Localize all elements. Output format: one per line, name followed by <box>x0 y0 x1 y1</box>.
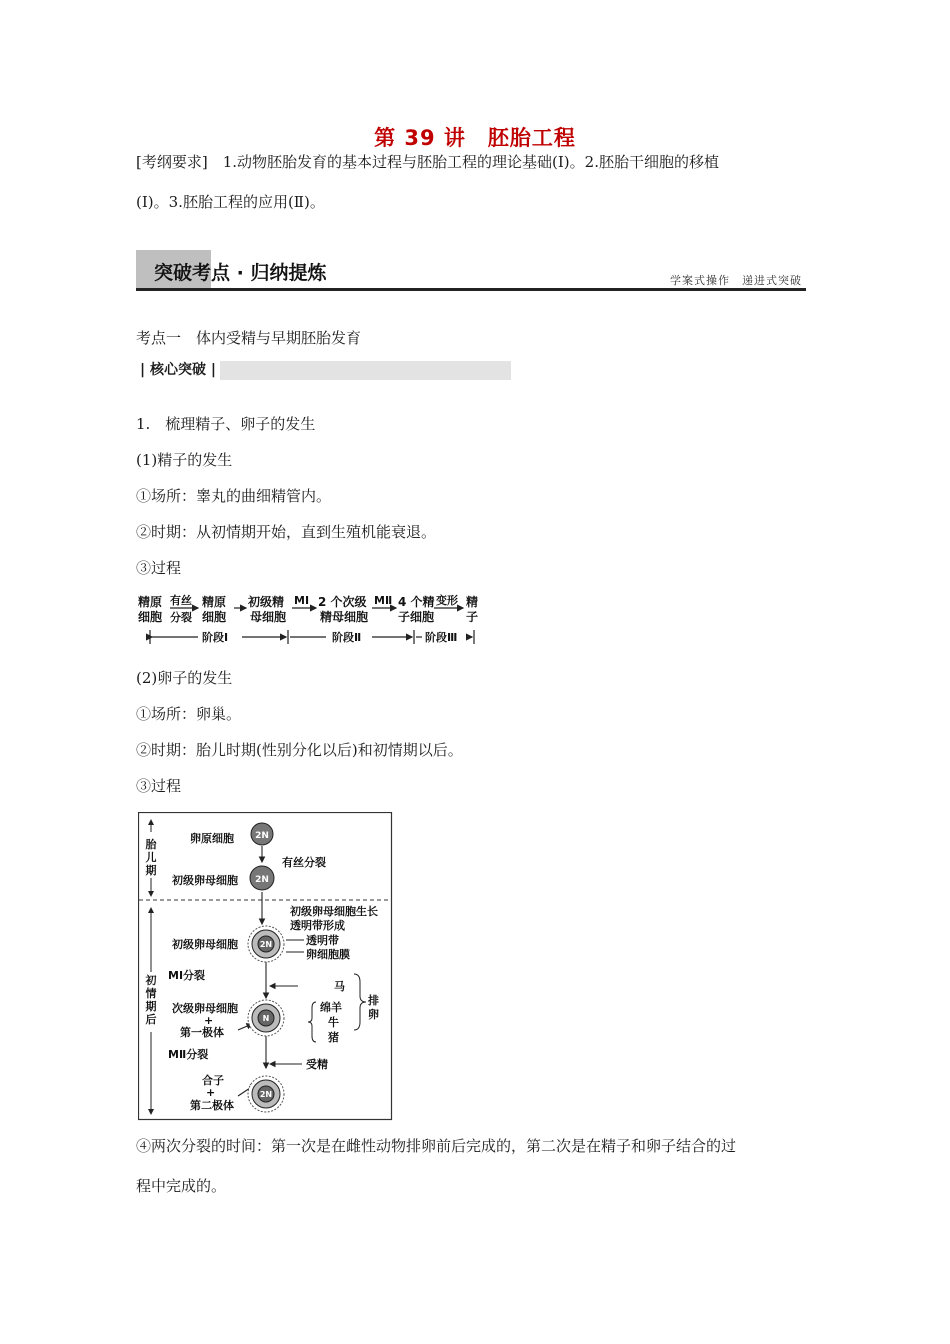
stage-1: 阶段Ⅰ <box>202 631 229 644</box>
node-primary-spermatocyte-a: 初级精 <box>248 595 285 609</box>
item-1: 1. 梳理精子、卵子的发生 <box>136 415 316 433</box>
cell-label-2n-3: 2N <box>259 940 273 949</box>
node-spermatogonium-2b: 细胞 <box>202 610 227 624</box>
label-ovulation-1: 排 <box>368 994 379 1007</box>
label-growth-1: 初级卵母细胞生长 <box>290 905 378 918</box>
label-secondary-oocyte: 次级卵母细胞 <box>172 1002 238 1015</box>
sperm-process: ③过程 <box>136 559 182 577</box>
banner-title: 突破考点 · 归纳提炼 <box>154 262 327 284</box>
arrow-label-transform: 变形 <box>436 594 458 607</box>
stage-2: 阶段Ⅱ <box>332 631 362 644</box>
cell-label-2n-1: 2N <box>255 831 269 841</box>
label-m1-division: MⅠ分裂 <box>168 969 206 982</box>
cell-secondary-oocyte <box>248 1000 284 1036</box>
two-divisions-line-1: ④两次分裂的时间：第一次是在雌性动物排卵前后完成的，第二次是在精子和卵子结合的过 <box>136 1137 737 1155</box>
sperm-time: ②时期：从初情期开始，直到生殖机能衰退。 <box>136 523 437 541</box>
banner-rule <box>136 288 806 291</box>
cell-zygote <box>248 1076 284 1112</box>
section-heading: 考点一 体内受精与早期胚胎发育 <box>136 329 362 347</box>
label-growth-2: 透明带形成 <box>290 919 345 932</box>
label-cattle: 牛 <box>328 1016 339 1029</box>
egg-place: ①场所：卵巢。 <box>136 705 242 723</box>
oogenesis-diagram <box>138 812 394 1122</box>
node-secondary-spermatocyte-b: 精母细胞 <box>320 610 369 624</box>
arrow-label-mitosis-b: 分裂 <box>170 611 192 624</box>
outline-line-1: [考纲要求] 1.动物胚胎发育的基本过程与胚胎工程的理论基础(Ⅰ)。2.胚胎干细胞的移植 <box>136 153 719 171</box>
core-label: | 核心突破 | <box>136 361 220 380</box>
fetal-period-2: 儿 <box>145 851 157 864</box>
spermatogenesis-diagram <box>136 590 486 648</box>
label-first-polar: 第一极体 <box>180 1026 224 1039</box>
label-membrane: 卵细胞膜 <box>306 948 350 961</box>
cell-primary-oocyte-fetal <box>250 866 274 890</box>
node-primary-spermatocyte-b: 母细胞 <box>250 610 287 624</box>
arrow-label-mitosis-a: 有丝 <box>170 594 192 607</box>
egg-time: ②时期：胎儿时期(性别分化以后)和初情期以后。 <box>136 741 463 759</box>
node-spermatid-a: 4 个精 <box>398 595 435 609</box>
node-spermatogonium-1b: 细胞 <box>138 610 163 624</box>
label-plus-2: + <box>206 1086 216 1099</box>
puberty-period-1: 初 <box>145 974 157 987</box>
label-mitosis: 有丝分裂 <box>282 856 326 869</box>
label-oogonium: 卵原细胞 <box>190 832 234 845</box>
label-primary-oocyte: 初级卵母细胞 <box>172 874 238 887</box>
label-primary-oocyte-2: 初级卵母细胞 <box>172 938 238 951</box>
label-zona: 透明带 <box>306 934 339 947</box>
puberty-period-3: 期 <box>145 1000 157 1013</box>
node-spermatogonium-1a: 精原 <box>138 595 163 609</box>
label-horse: 马 <box>334 980 345 993</box>
cell-primary-oocyte-grown <box>248 926 284 962</box>
two-divisions-line-2: 程中完成的。 <box>136 1177 227 1195</box>
arrow-label-m1: MⅠ <box>294 594 310 607</box>
label-pig: 猪 <box>328 1031 339 1044</box>
label-plus-1: + <box>204 1014 214 1027</box>
node-spermatogonium-2a: 精原 <box>202 595 227 609</box>
outline-line-2: (Ⅰ)。3.胚胎工程的应用(Ⅱ)。 <box>136 193 325 211</box>
node-sperm-a: 精 <box>466 595 479 609</box>
fetal-period-3: 期 <box>145 864 157 877</box>
fetal-period-1: 胎 <box>145 838 157 851</box>
section-banner <box>136 250 806 292</box>
cell-label-2n-2: 2N <box>255 875 269 885</box>
cell-label-n: N <box>262 1014 270 1023</box>
core-label-bar <box>136 361 511 380</box>
label-m2-division: MⅡ分裂 <box>168 1048 209 1061</box>
node-sperm-b: 子 <box>466 610 479 624</box>
egg-title: (2)卵子的发生 <box>136 669 233 687</box>
label-zygote: 合子 <box>202 1074 224 1087</box>
sperm-place: ①场所：睾丸的曲细精管内。 <box>136 487 332 505</box>
node-secondary-spermatocyte-a: 2 个次级 <box>318 595 367 609</box>
puberty-period-2: 情 <box>145 987 157 1000</box>
puberty-period-4: 后 <box>145 1013 157 1026</box>
cell-oogonium <box>251 823 273 845</box>
label-ovulation-2: 卵 <box>368 1008 379 1021</box>
egg-process: ③过程 <box>136 777 182 795</box>
label-second-polar: 第二极体 <box>190 1099 234 1112</box>
label-fertilization: 受精 <box>306 1058 328 1071</box>
stage-3: 阶段Ⅲ <box>425 631 458 644</box>
label-sheep: 绵羊 <box>320 1001 342 1014</box>
cell-label-2n-4: 2N <box>259 1090 273 1099</box>
sperm-title: (1)精子的发生 <box>136 451 233 469</box>
node-spermatid-b: 子细胞 <box>398 610 435 624</box>
arrow-label-m2: MⅡ <box>374 594 393 607</box>
page-title: 第 39 讲 胚胎工程 <box>374 126 576 150</box>
banner-subtitle: 学案式操作 递进式突破 <box>670 274 802 287</box>
